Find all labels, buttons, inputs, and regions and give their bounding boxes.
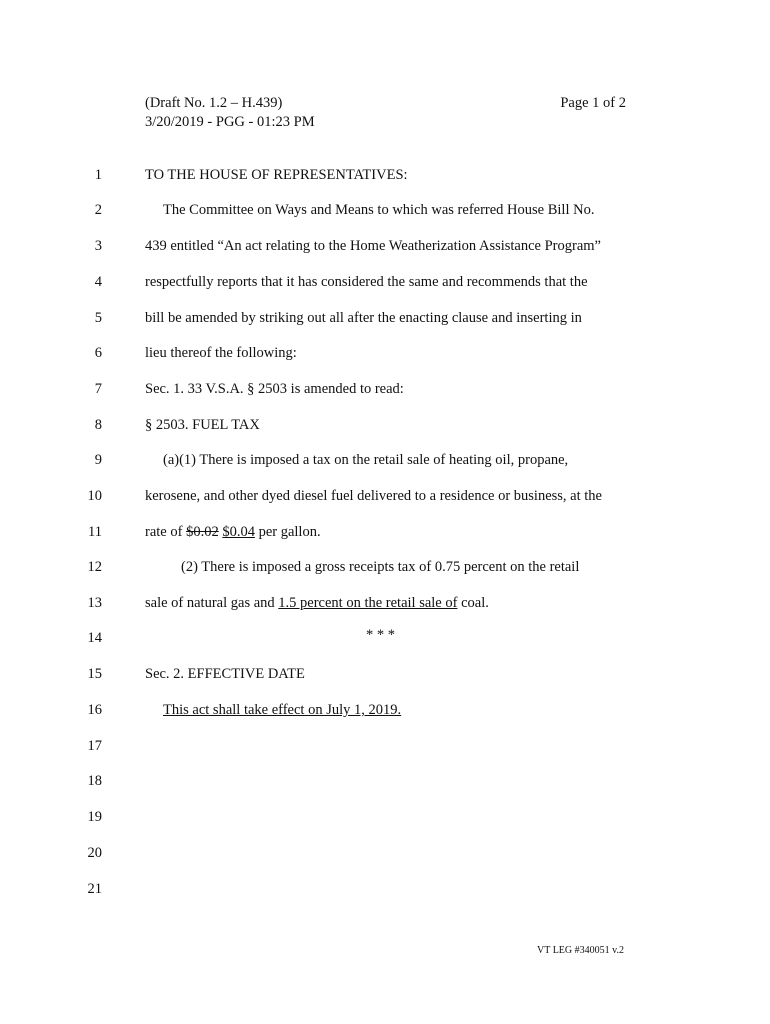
line-number: 6 xyxy=(94,345,102,361)
line-number: 8 xyxy=(94,417,102,433)
line-text-amended xyxy=(145,524,321,541)
draft-datetime: 3/20/2019 - PGG - 01:23 PM xyxy=(145,114,315,130)
document-id-footer: VT LEG #340051 v.2 xyxy=(537,945,624,956)
line-text: respectfully reports that it has considered the same and recommends that the xyxy=(145,274,588,290)
plain-text: per gallon. xyxy=(254,524,321,540)
statute-heading: § 2503. FUEL TAX xyxy=(145,417,260,433)
line-number: 1 xyxy=(94,167,102,183)
line-number: 16 xyxy=(87,702,102,718)
line-number: 5 xyxy=(94,310,102,326)
inserted-text: 1.5 percent on the retail sale of xyxy=(278,595,458,611)
line-number: 11 xyxy=(88,524,102,540)
line-number: 3 xyxy=(94,238,102,254)
line-number: 7 xyxy=(94,381,102,397)
draft-label: (Draft No. 1.2 – H.439) xyxy=(145,95,283,111)
line-number: 17 xyxy=(87,738,102,754)
plain-text: rate of xyxy=(145,524,187,540)
line-text: kerosene, and other dyed diesel fuel delivered to a residence or business, at the xyxy=(145,488,602,504)
line-text: (a)(1) There is imposed a tax on the retail sale of heating oil, propane, xyxy=(163,452,569,468)
line-number: 14 xyxy=(87,630,102,646)
line-number: 4 xyxy=(94,274,102,290)
line-number: 19 xyxy=(87,809,102,825)
line-number: 21 xyxy=(87,881,102,897)
plain-text: sale of natural gas and xyxy=(145,595,279,611)
line-number: 18 xyxy=(87,773,102,789)
line-text: bill be amended by striking out all after the enacting clause and inserting in xyxy=(145,310,582,326)
line-text-amended xyxy=(145,595,489,612)
line-text: lieu thereof the following: xyxy=(145,345,297,361)
section-heading: Sec. 2. EFFECTIVE DATE xyxy=(145,666,305,682)
inserted-text: $0.04 xyxy=(222,524,255,540)
plain-text: coal. xyxy=(457,595,489,611)
line-text: 439 entitled “An act relating to the Home Weatherization Assistance Program” xyxy=(145,238,601,254)
line-number: 10 xyxy=(87,488,102,504)
line-number: 20 xyxy=(87,845,102,861)
line-number: 9 xyxy=(94,452,102,468)
inserted-text: This act shall take effect on July 1, 2019. xyxy=(163,702,402,718)
line-text: (2) There is imposed a gross receipts tax of 0.75 percent on the retail xyxy=(181,559,580,575)
line-number: 2 xyxy=(94,202,102,218)
line-text: TO THE HOUSE OF REPRESENTATIVES: xyxy=(145,167,408,183)
line-number: 15 xyxy=(87,666,102,682)
section-break: * * * xyxy=(366,627,395,643)
line-number: 12 xyxy=(87,559,102,575)
line-text: The Committee on Ways and Means to which was referred House Bill No. xyxy=(163,202,595,218)
section-heading: Sec. 1. 33 V.S.A. § 2503 is amended to read: xyxy=(145,381,404,397)
page-indicator: Page 1 of 2 xyxy=(560,95,626,111)
line-number: 13 xyxy=(87,595,102,611)
struck-text: $0.02 xyxy=(186,524,219,540)
